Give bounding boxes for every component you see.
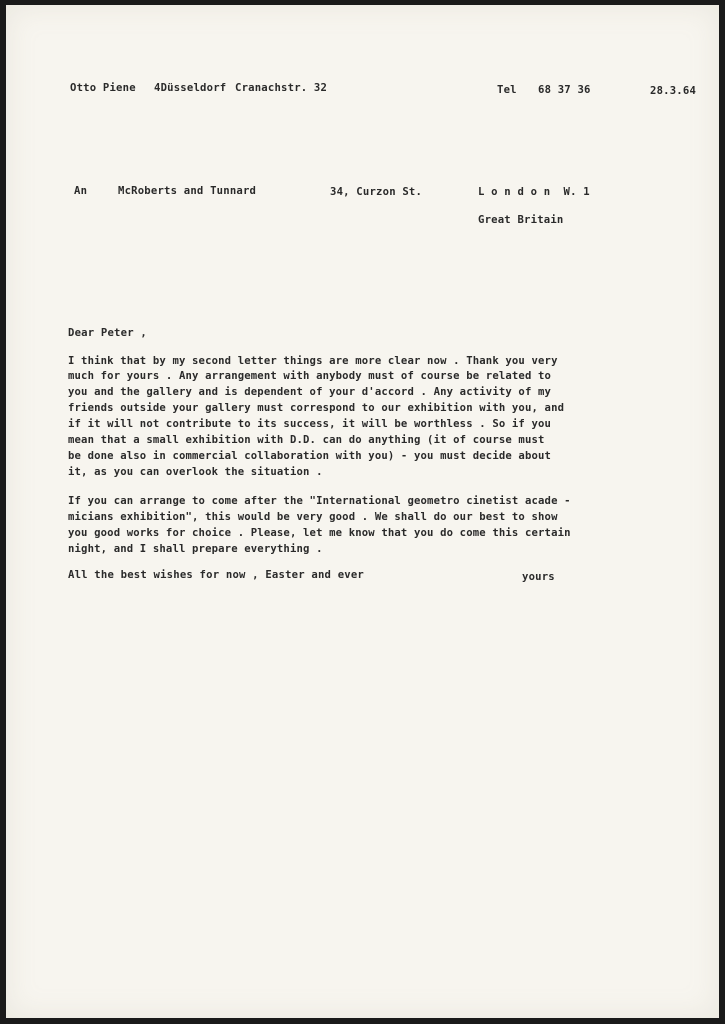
letter-sheet [6, 5, 719, 1018]
paragraph-line: if it will not contribute to its success, it will be worthless . So if you [68, 418, 552, 430]
tel-number: 68 37 36 [538, 84, 591, 96]
paragraph-line: it, as you can overlook the situation . [68, 466, 323, 478]
sender-street: Cranachstr. 32 [235, 82, 328, 94]
closing-line: All the best wishes for now , Easter and ever [68, 569, 365, 581]
paragraph-line: night, and I shall prepare everything . [68, 543, 323, 555]
signoff: yours [522, 571, 555, 583]
sender-city: 4Düsseldorf [154, 82, 227, 94]
paragraph-line: you and the gallery and is dependent of your d'accord . Any activity of my [68, 386, 552, 398]
paragraph-line: I think that by my second letter things are more clear now . Thank you very [68, 355, 558, 367]
letter-date: 28.3.64 [650, 85, 697, 97]
recipient-name: McRoberts and Tunnard [118, 185, 257, 197]
tel-label: Tel [497, 84, 517, 96]
address-prefix: An [74, 185, 88, 197]
paragraph-line: If you can arrange to come after the "International geometro cinetist acade - [68, 495, 571, 507]
paragraph-line: friends outside your gallery must correspond to our exhibition with you, and [68, 402, 565, 414]
paragraph-line: micians exhibition", this would be very good . We shall do our best to show [68, 511, 558, 523]
recipient-street: 34, Curzon St. [330, 186, 423, 198]
recipient-city: L o n d o n W. 1 [478, 186, 590, 198]
paragraph-line: mean that a small exhibition with D.D. can do anything (it of course must [68, 434, 545, 446]
paragraph-line: be done also in commercial collaboration with you) - you must decide about [68, 450, 552, 462]
sender-name: Otto Piene [70, 82, 136, 94]
paragraph-line: you good works for choice . Please, let me know that you do come this certain [68, 527, 571, 539]
salutation: Dear Peter , [68, 327, 147, 339]
recipient-country: Great Britain [478, 214, 564, 226]
paragraph-line: much for yours . Any arrangement with anybody must of course be related to [68, 370, 552, 382]
